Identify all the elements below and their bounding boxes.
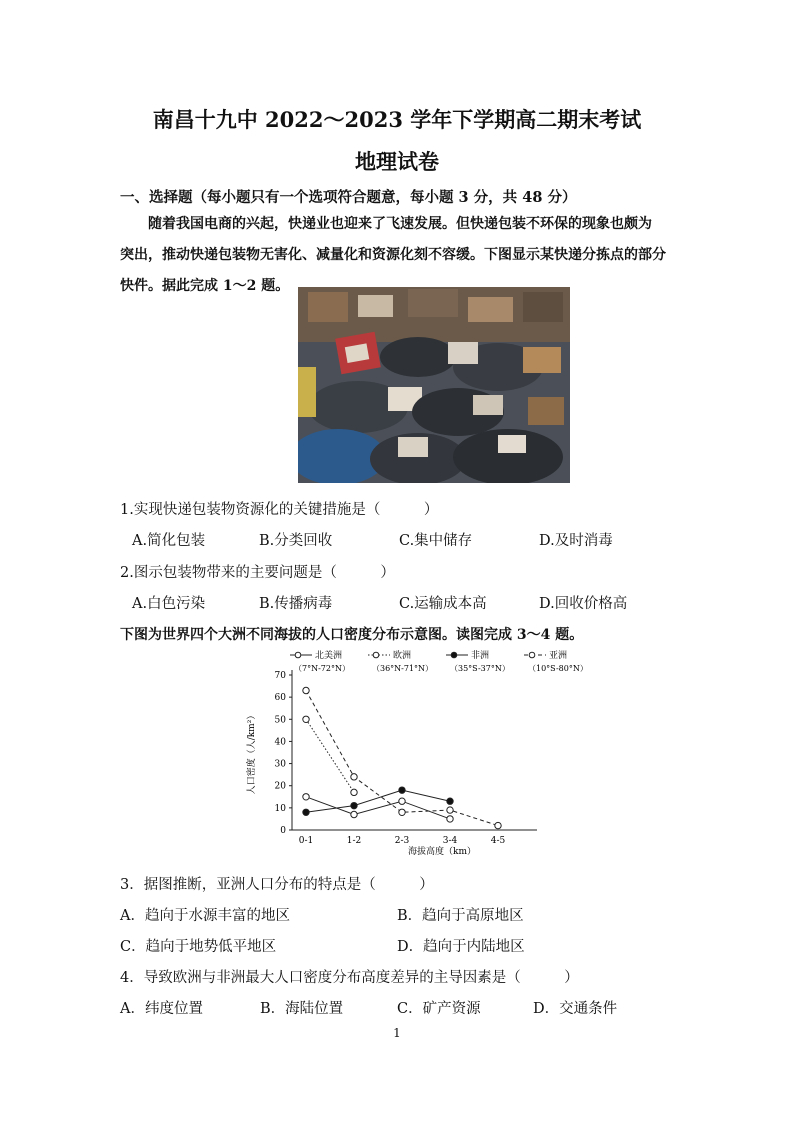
y-tick-label: 10	[274, 803, 286, 814]
series-line-2	[306, 790, 450, 812]
x-axis-label: 海拔高度（km）	[408, 847, 476, 857]
legend-name-0: 北美洲	[315, 651, 343, 661]
intro-line-2: 突出，推动快递包装物无害化、减量化和资源化刻不容缓。下图显示某快递分拣点的部分	[120, 247, 666, 263]
series-line-1	[306, 719, 354, 792]
q4-option-d[interactable]: D．交通条件	[533, 1001, 618, 1017]
series-point-0	[399, 798, 405, 804]
legend-marker-1	[373, 652, 379, 658]
x-tick-label: 1-2	[346, 836, 362, 846]
y-axis-label: 人口密度（人/km²）	[247, 710, 257, 795]
legend-marker-3	[529, 652, 535, 658]
series-point-2	[303, 809, 309, 815]
y-tick-label: 40	[274, 737, 286, 748]
y-tick-label: 70	[274, 671, 286, 681]
legend-name-1: 欧洲	[393, 651, 412, 661]
series-point-1	[351, 789, 357, 795]
q3-option-b[interactable]: B．趋向于高原地区	[397, 908, 524, 924]
q2-option-a[interactable]: A.白色污染	[132, 596, 206, 612]
q1-option-d[interactable]: D.及时消毒	[539, 533, 613, 549]
chart-svg	[240, 645, 590, 865]
legend-marker-2	[451, 652, 457, 658]
section-heading: 一、选择题（每小题只有一个选项符合题意，每小题 3 分，共 48 分）	[120, 189, 577, 206]
y-tick-label: 50	[274, 715, 286, 726]
parcel-pile-photo	[298, 287, 570, 483]
series-point-2	[351, 802, 357, 808]
y-tick-label: 20	[274, 781, 286, 792]
page-number: 1	[393, 1026, 401, 1040]
exam-title: 南昌十九中 2022～2023 学年下学期高二期末考试	[152, 107, 642, 132]
series-point-0	[447, 816, 453, 822]
x-tick-label: 0-1	[298, 836, 314, 846]
y-tick-label: 60	[274, 693, 286, 704]
legend-name-3: 亚洲	[549, 651, 568, 661]
series-line-0	[306, 797, 450, 819]
series-point-3	[303, 687, 309, 693]
q1-option-c[interactable]: C.集中储存	[399, 533, 473, 549]
q4-option-c[interactable]: C．矿产资源	[397, 1001, 481, 1017]
q2-option-d[interactable]: D.回收价格高	[539, 596, 628, 612]
q4-option-a[interactable]: A．纬度位置	[120, 1001, 203, 1017]
x-tick-label: 4-5	[490, 836, 506, 846]
legend-lat-2: （35°S-37°N）	[450, 664, 510, 673]
q4-option-b[interactable]: B．海陆位置	[260, 1001, 344, 1017]
population-density-chart	[240, 645, 590, 865]
series-line-3	[306, 691, 498, 826]
question-4-stem: 4．导致欧洲与非洲最大人口密度分布高度差异的主导因素是（ ）	[120, 970, 579, 986]
legend-lat-1: （36°N-71°N）	[372, 664, 434, 673]
legend-name-2: 非洲	[471, 651, 490, 661]
series-point-3	[351, 774, 357, 780]
series-point-2	[399, 787, 405, 793]
parcel-pile-image	[298, 287, 570, 483]
intro-line-1: 随着我国电商的兴起，快递业也迎来了飞速发展。但快递包装不环保的现象也颇为	[148, 216, 652, 232]
question-2-stem: 2.图示包装物带来的主要问题是（ ）	[120, 565, 395, 581]
section-2-intro: 下图为世界四个大洲不同海拔的人口密度分布示意图。读图完成 3～4 题。	[120, 627, 584, 643]
q1-option-a[interactable]: A.简化包装	[132, 533, 206, 549]
series-point-3	[399, 809, 405, 815]
q2-option-b[interactable]: B.传播病毒	[259, 596, 333, 612]
series-point-2	[447, 798, 453, 804]
question-3-stem: 3．据图推断，亚洲人口分布的特点是（ ）	[120, 877, 434, 893]
series-point-0	[351, 811, 357, 817]
q3-option-a[interactable]: A．趋向于水源丰富的地区	[120, 908, 290, 924]
x-tick-label: 2-3	[394, 836, 410, 846]
legend-lat-3: （10°S-80°N）	[528, 664, 588, 673]
y-tick-label: 30	[274, 759, 286, 770]
series-point-0	[303, 794, 309, 800]
x-tick-label: 3-4	[442, 836, 458, 846]
legend-lat-0: （7°N-72°N）	[294, 664, 350, 673]
legend-marker-0	[295, 652, 301, 658]
q2-option-c[interactable]: C.运输成本高	[399, 596, 487, 612]
exam-subtitle: 地理试卷	[355, 149, 439, 174]
question-1-stem: 1.实现快递包装物资源化的关键措施是（ ）	[120, 502, 439, 518]
q1-option-b[interactable]: B.分类回收	[259, 533, 333, 549]
series-point-3	[447, 807, 453, 813]
q3-option-d[interactable]: D．趋向于内陆地区	[397, 939, 525, 955]
y-tick-label: 0	[280, 826, 286, 836]
series-point-1	[303, 716, 309, 722]
q3-option-c[interactable]: C．趋向于地势低平地区	[120, 939, 277, 955]
intro-line-3: 快件。据此完成 1～2 题。	[120, 278, 290, 294]
series-point-3	[495, 822, 501, 828]
